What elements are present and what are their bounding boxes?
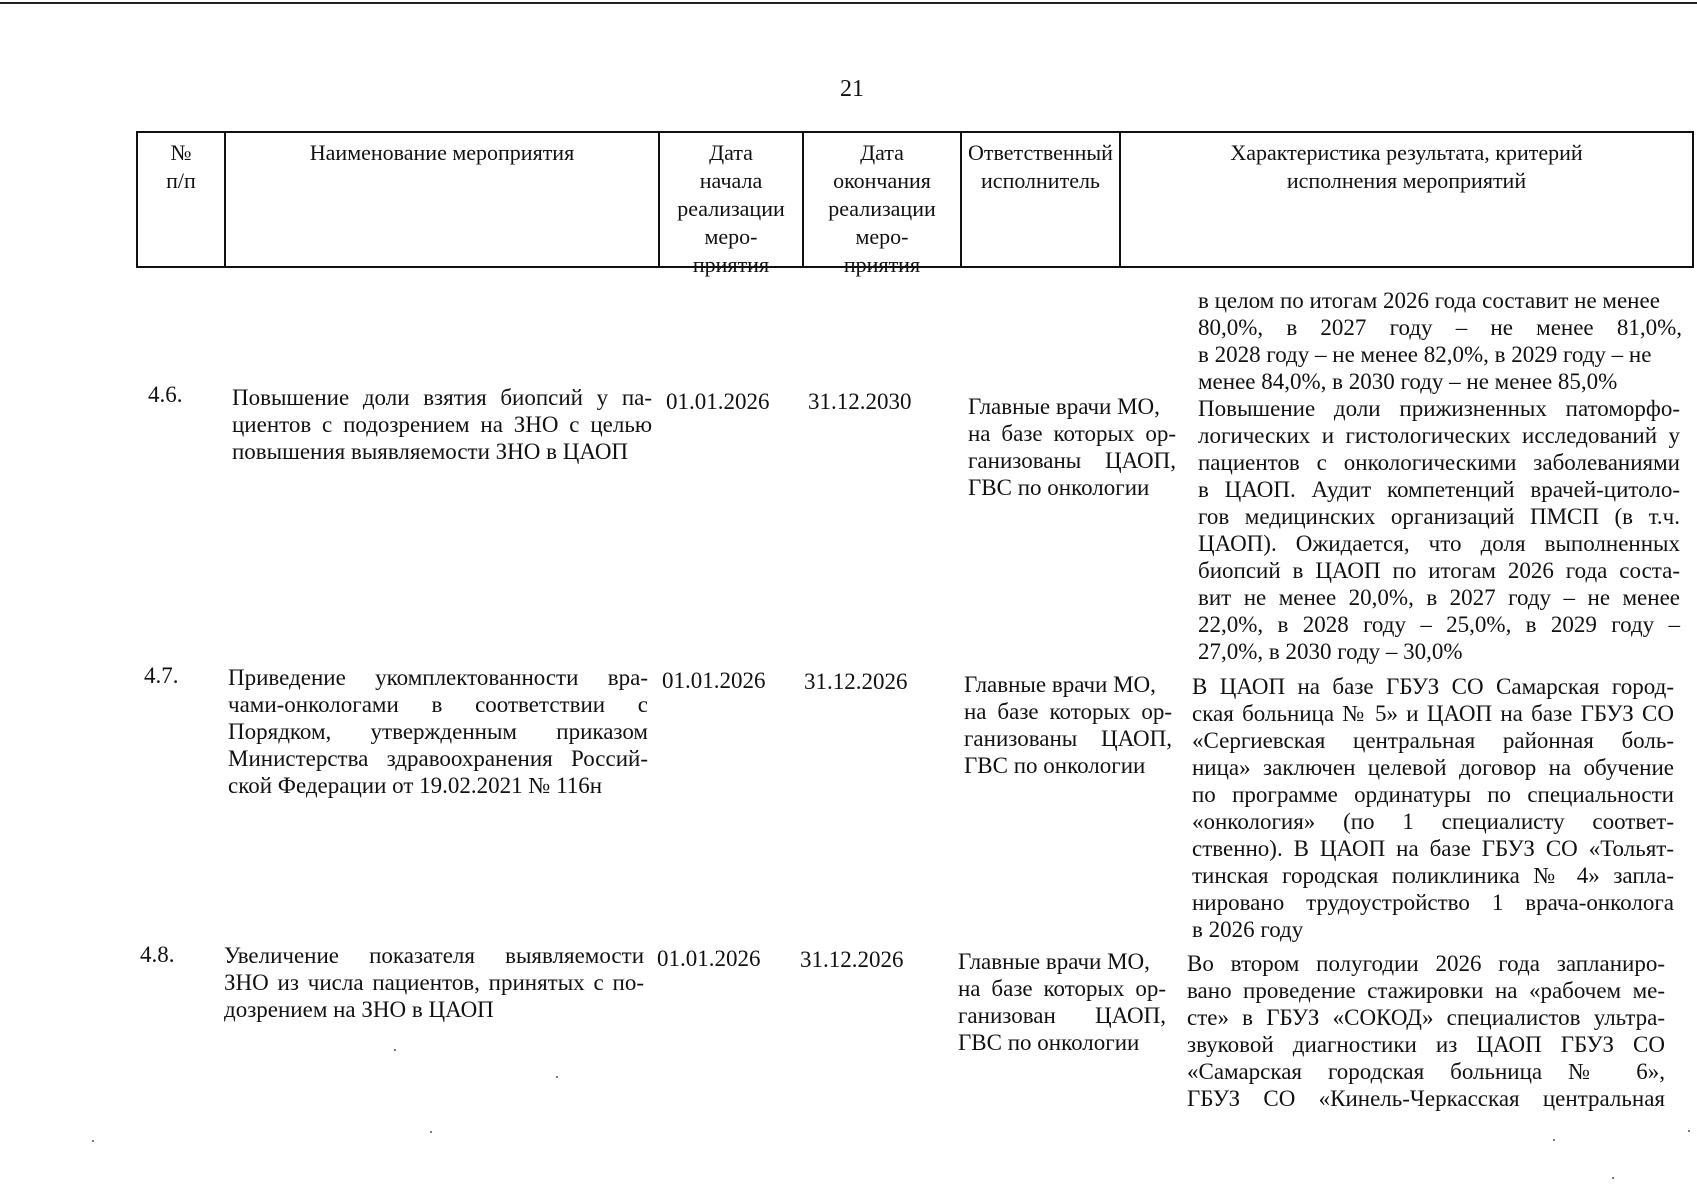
scan-speck <box>1612 1177 1614 1179</box>
scan-speck <box>394 1049 396 1051</box>
row-start-date: 01.01.2026 <box>666 389 770 414</box>
row-start-date: 01.01.2026 <box>657 946 761 971</box>
header-col-responsible: Ответственный исполнитель <box>968 140 1113 193</box>
row-end-date: 31.12.2030 <box>808 389 912 414</box>
scan-speck <box>92 1140 94 1142</box>
row-name: Повышение доли взятия биопсий у па- циентов с подозрением на ЗНО с целью повышения выявляемости ЗНО в ЦАОП <box>232 385 652 464</box>
row-end-date: 31.12.2026 <box>804 669 908 694</box>
row-result: В ЦАОП на базе ГБУЗ СО Самарская город- ская больница № 5» и ЦАОП на базе ГБУЗ СО «Сергиевская центральная районная боль- ница» заключен целевой договор на обучение по программе ординатуры по специальности «онкология» (по 1 специалисту соответ- ственно). В ЦАОП на базе ГБУЗ СО «Тольят- тинская городская поликлиника № 4» запла- нировано трудоустройство 1 врача-онколога в 2026 году <box>1192 674 1674 942</box>
row-name: Приведение укомплектованности вра- чами-онкологами в соответствии с Порядком, утвержденным приказом Министерства здравоохранения Россий- ской Федерации от 19.02.2021 № 116н <box>228 665 648 798</box>
page-top-rule <box>0 2 1697 4</box>
row-responsible: Главные врачи МО, на базе которых ор- ганизованы ЦАОП, ГВС по онкологии <box>964 672 1172 778</box>
row-end-date: 31.12.2026 <box>800 947 904 972</box>
header-col-end-date: Дата окончания реализации меро- приятия <box>828 140 936 277</box>
continuation-text: в целом по итогам 2026 года составит не менее 80,0%, в 2027 году – не менее 81,0%, в 2028 году – не менее 82,0%, в 2029 году – не менее 84,0%, в 2030 году – не менее 85,0% <box>1198 288 1682 394</box>
scan-speck <box>1553 1139 1555 1141</box>
row-number: 4.6. <box>148 382 183 407</box>
row-result: Повышение доли прижизненных патоморфо- логических и гистологических исследований у пациентов с онкологическими заболеваниями в ЦАОП. Аудит компетенций врачей-цитоло- гов медицинских организаций ПМСП (в т.ч. ЦАОП). Ожидается, что доля выполненных биопсий в ЦАОП по итогам 2026 года соста- вит не менее 20,0%, в 2027 году – не менее 22,0%, в 2028 году – 25,0%, в 2029 году – 27,0%, в 2030 году – 30,0% <box>1198 396 1680 664</box>
row-name: Увеличение показателя выявляемости ЗНО из числа пациентов, принятых с по- дозрением на ЗНО в ЦАОП <box>224 943 644 1022</box>
row-number: 4.7. <box>144 663 179 688</box>
scan-speck <box>430 1131 432 1133</box>
header-col-start-date: Дата начала реализации меро- приятия <box>677 140 785 277</box>
row-responsible: Главные врачи МО, на базе которых ор- ганизован ЦАОП, ГВС по онкологии <box>958 949 1166 1055</box>
header-col-name: Наименование мероприятия <box>309 140 575 165</box>
header-col-result: Характеристика результата, критерий исполнения мероприятий <box>1230 140 1583 193</box>
row-number: 4.8. <box>140 942 175 967</box>
row-start-date: 01.01.2026 <box>662 668 766 693</box>
page-number: 21 <box>840 76 864 102</box>
header-col-number: № п/п <box>166 140 196 193</box>
row-result: Во втором полугодии 2026 года запланиро- вано проведение стажировки на «рабочем ме- сте» в ГБУЗ «СОКОД» специалистов ультра- звуковой диагностики из ЦАОП ГБУЗ СО «Самарская городская больница № 6», ГБУЗ СО «Кинель-Черкасская центральная <box>1187 951 1665 1111</box>
scan-speck <box>556 1076 558 1078</box>
scan-speck <box>1688 1130 1690 1132</box>
table-header <box>136 131 1694 277</box>
row-responsible: Главные врачи МО, на базе которых ор- ганизованы ЦАОП, ГВС по онкологии <box>968 394 1176 500</box>
